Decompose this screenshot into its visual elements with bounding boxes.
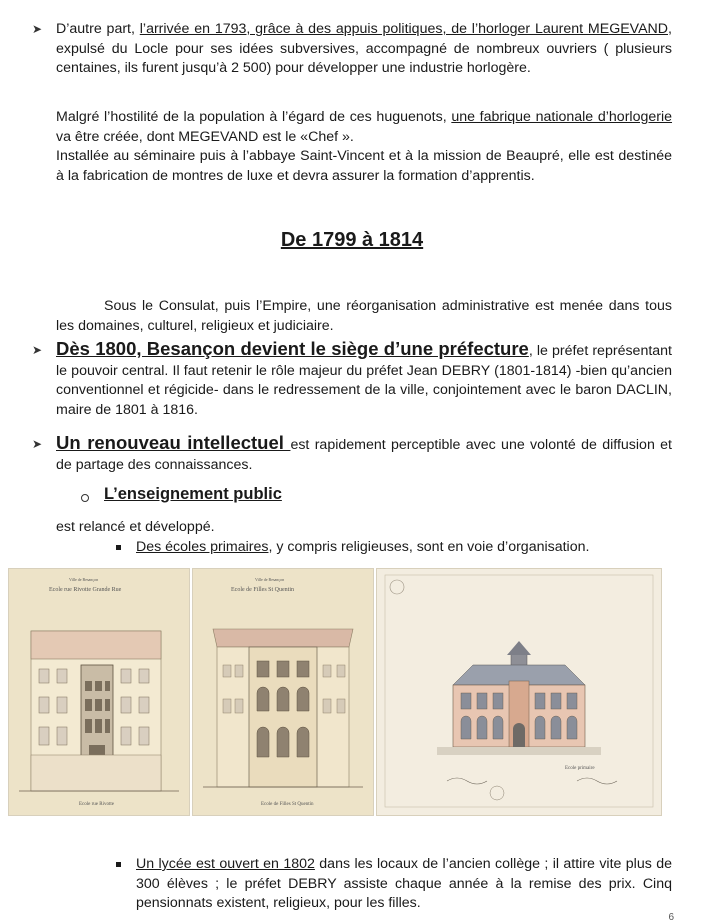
heading-text: Un renouveau intellectuel xyxy=(56,432,291,453)
architectural-drawing-1 xyxy=(8,568,190,816)
text: expulsé du Locle pour ses idées subversives, accompagné de nombreux ouvriers ( plusieurs centaines, ils furent jusqu’à 2 500) pour développer une industrie horlogère. xyxy=(56,40,672,76)
text: Installée au séminaire puis à l’abbaye Saint-Vincent et à la mission de Beaupré, elle est destinée à la fabrication de montres de luxe et devra assurer la formation d’apprentis. xyxy=(56,148,672,184)
underlined-text: Un lycée est ouvert en 1802 xyxy=(136,856,315,872)
svg-text:Ecole de Filles St Quentin: Ecole de Filles St Quentin xyxy=(231,587,294,593)
text: Malgré l’hostilité de la population à l’égard de ces huguenots, xyxy=(56,109,452,125)
square-bullet-icon xyxy=(116,545,121,550)
architectural-drawing-2 xyxy=(192,568,374,816)
text: va être créée, dont MEGEVAND est le «Chef ». xyxy=(56,128,354,145)
text: , le préfet représentant le pouvoir central. Il faut retenir le rôle majeur du préfet Jean DEBRY (1801-1814) -bien qu’ancien conventionnel et régicide- dans le redressement de la ville, conjointement avec le baron DACLIN, maire de 1801 à 1816. xyxy=(56,343,672,418)
arrow-bullet-icon: ➤ xyxy=(32,343,43,357)
paragraph-renouveau xyxy=(56,433,672,475)
square-bullet-icon xyxy=(116,862,121,867)
svg-text:Ville de Besançon: Ville de Besançon xyxy=(69,577,99,582)
paragraph-fabrique xyxy=(56,108,672,186)
paragraph-prefecture xyxy=(56,339,672,420)
drawing-caption: Ecole primaire xyxy=(565,766,595,771)
item-lycee xyxy=(136,855,672,914)
arrow-bullet-icon: ➤ xyxy=(32,22,43,36)
arrow-bullet-icon: ➤ xyxy=(32,437,43,451)
drawing-caption: Ecole de Filles St Quentin xyxy=(261,802,314,807)
section-title: De 1799 à 1814 xyxy=(280,229,424,251)
architectural-drawing-3 xyxy=(376,568,662,816)
page-number: 6 xyxy=(668,912,674,923)
text: dans les locaux de l’ancien collège ; il attire vite plus de 300 élèves ; le préfet DEBRY assiste chaque année à la remise des prix. Cinq pensionnats existent, religieux, pour les filles. xyxy=(136,856,672,911)
underlined-text: l’arrivée en 1793, grâce à des appuis politiques, de l’horloger Laurent MEGEVAND, xyxy=(139,21,672,37)
underlined-text: Des écoles primaires xyxy=(136,539,269,555)
heading-text: L’enseignement public xyxy=(104,485,282,503)
subheading-enseignement xyxy=(104,485,604,506)
paragraph-consulat: Sous le Consulat, puis l’Empire, une réorganisation administrative est menée dans tous les domaines, culturel, religieux et judiciaire. xyxy=(56,298,672,334)
paragraph-megevand xyxy=(56,20,672,79)
text: est rapidement perceptible avec une volonté de diffusion et de partage des connaissances. xyxy=(56,437,673,473)
circle-bullet-icon xyxy=(81,494,89,502)
svg-text:Ecole rue Rivotte Grande Rue: Ecole rue Rivotte Grande Rue xyxy=(49,587,122,593)
heading-text: Dès 1800, Besançon devient le siège d’une préfecture xyxy=(56,338,529,359)
underlined-text: une fabrique nationale d’horlogerie xyxy=(451,109,673,125)
item-ecoles xyxy=(136,538,696,558)
text-relance: est relancé et développé. xyxy=(56,519,215,535)
text: , y compris religieuses, sont en voie d’organisation. xyxy=(268,539,590,555)
svg-text:Ville de Besançon: Ville de Besançon xyxy=(255,577,285,582)
text: D’autre part, xyxy=(56,21,140,37)
drawing-caption: Ecole rue Rivotte xyxy=(79,802,114,807)
